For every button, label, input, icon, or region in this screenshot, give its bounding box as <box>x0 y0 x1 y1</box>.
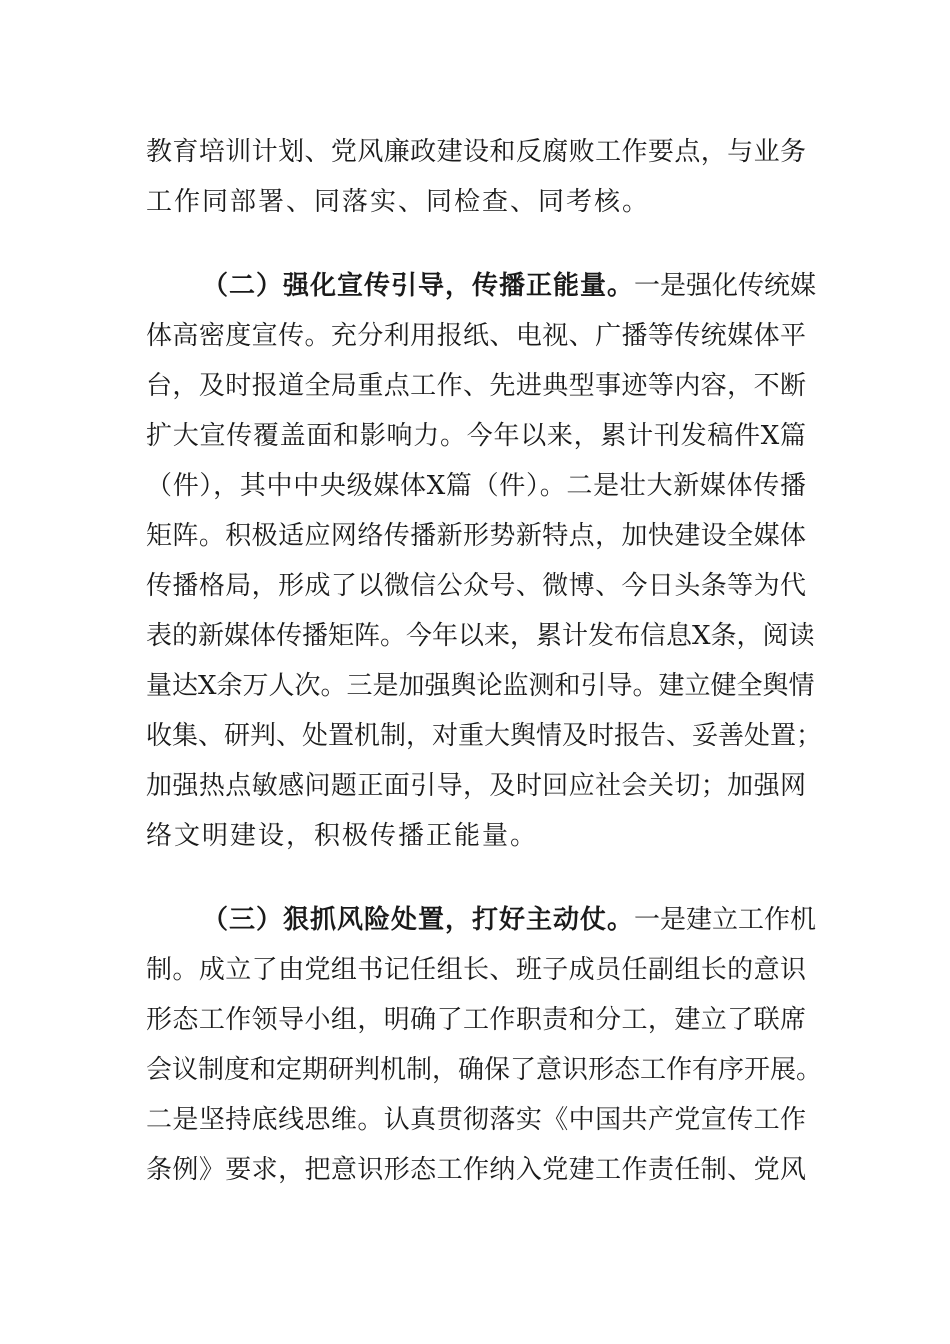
paragraph-2-line: 扩大宣传覆盖面和影响力。今年以来，累计刊发稿件X篇 <box>146 421 806 451</box>
paragraph-3-line: 条例》要求，把意识形态工作纳入党建工作责任制、党风 <box>146 1155 806 1185</box>
paragraph-2-first-line-text: 一是强化传统媒 <box>634 271 817 301</box>
paragraph-2-line: 台，及时报道全局重点工作、先进典型事迹等内容，不断 <box>146 371 806 401</box>
paragraph-3-line: 制。成立了由党组书记任组长、班子成员任副组长的意识 <box>146 955 806 985</box>
paragraph-2-line: 体高密度宣传。充分利用报纸、电视、广播等传统媒体平 <box>146 321 806 351</box>
paragraph-2-first-line <box>202 266 817 306</box>
paragraph-3-first-line <box>202 900 817 940</box>
section-heading-3: （三）狠抓风险处置，打好主动仗。 <box>202 905 635 935</box>
paragraph-2-line: 传播格局，形成了以微信公众号、微博、今日头条等为代 <box>146 571 806 601</box>
paragraph-3-first-line-text: 一是建立工作机 <box>634 905 817 935</box>
paragraph-3-line: 会议制度和定期研判机制，确保了意识形态工作有序开展。 <box>146 1055 823 1085</box>
section-heading-2: （二）强化宣传引导，传播正能量。 <box>202 271 635 301</box>
paragraph-2-line: （件），其中中央级媒体X篇（件）。二是壮大新媒体传播 <box>146 471 806 501</box>
paragraph-1-line-1: 教育培训计划、党风廉政建设和反腐败工作要点，与业务 <box>146 137 806 167</box>
paragraph-2-line: 络文明建设，积极传播正能量。 <box>146 821 539 851</box>
paragraph-3-line: 形态工作领导小组，明确了工作职责和分工，建立了联席 <box>146 1005 806 1035</box>
paragraph-2-line: 矩阵。积极适应网络传播新形势新特点，加快建设全媒体 <box>146 521 806 551</box>
paragraph-3-line: 二是坚持底线思维。认真贯彻落实《中国共产党宣传工作 <box>146 1105 806 1135</box>
paragraph-2-line: 量达X余万人次。三是加强舆论监测和引导。建立健全舆情 <box>146 671 815 701</box>
paragraph-1-line-2: 工作同部署、同落实、同检查、同考核。 <box>146 187 651 217</box>
paragraph-2-line: 表的新媒体传播矩阵。今年以来，累计发布信息X条，阅读 <box>146 621 815 651</box>
paragraph-2-line: 收集、研判、处置机制，对重大舆情及时报告、妥善处置； <box>146 721 823 751</box>
paragraph-2-line: 加强热点敏感问题正面引导，及时回应社会关切；加强网 <box>146 771 806 801</box>
